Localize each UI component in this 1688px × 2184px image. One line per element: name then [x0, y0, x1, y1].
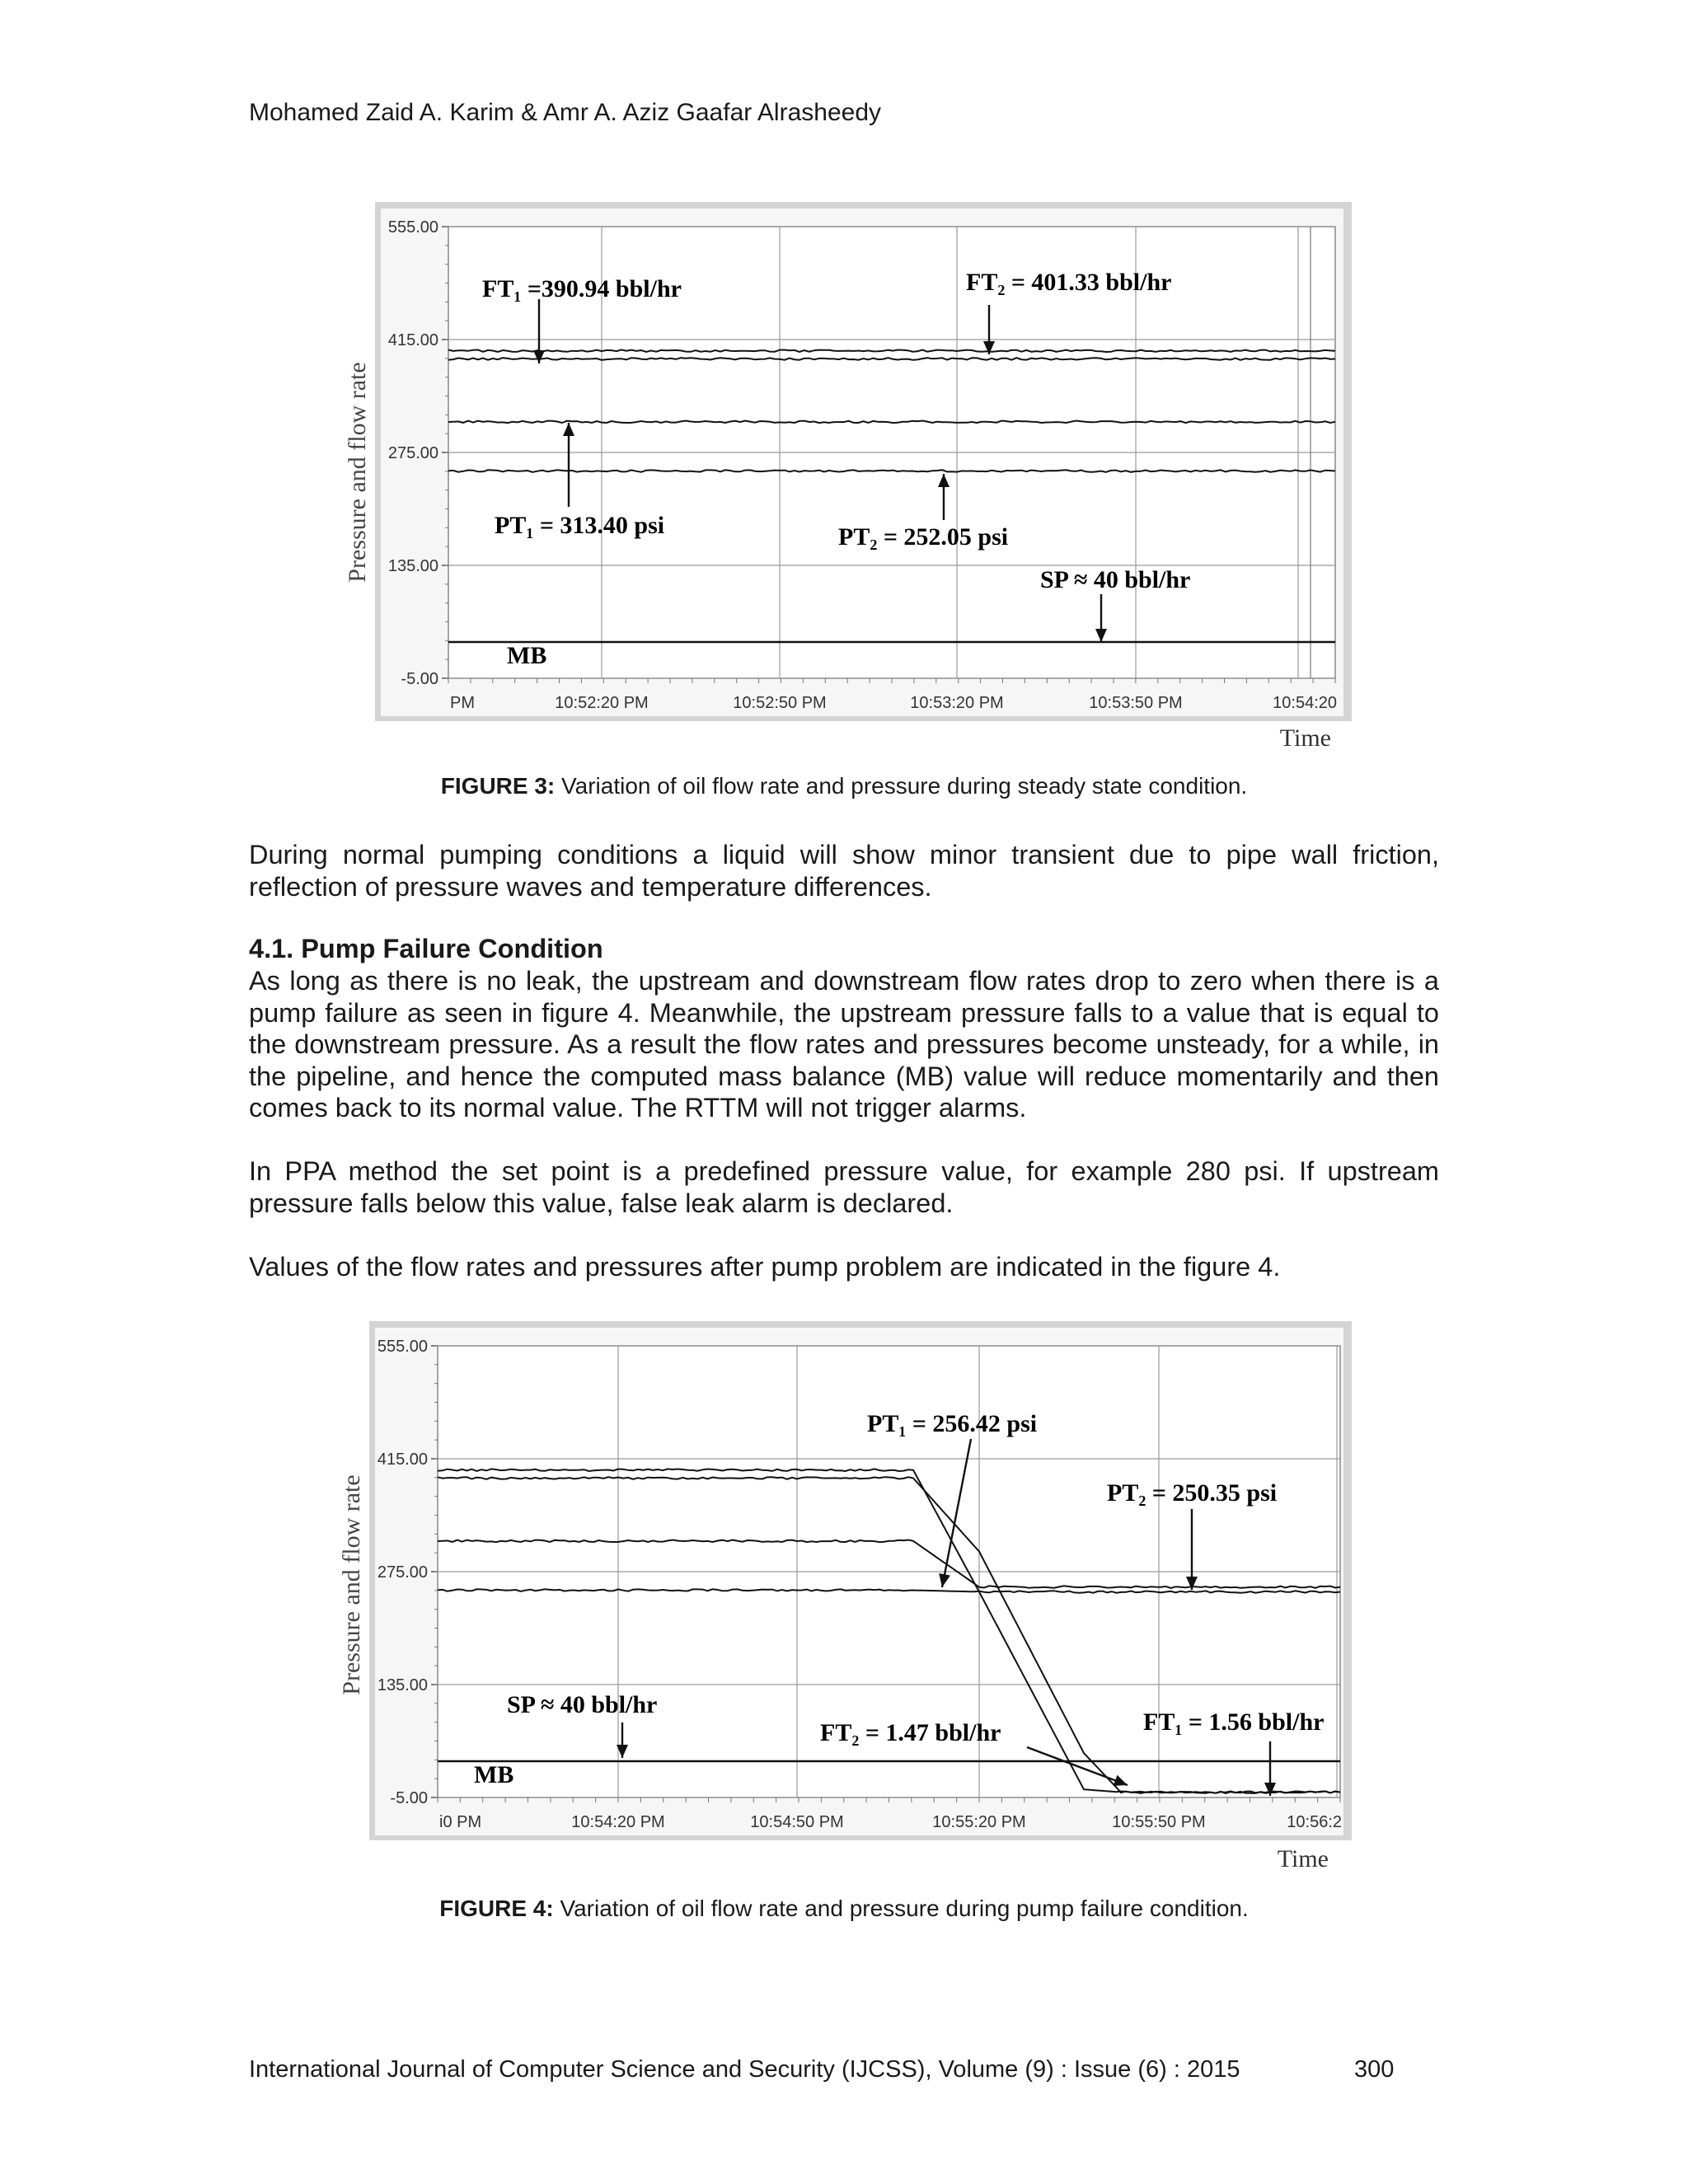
y-tick-label: 135.00: [387, 557, 438, 575]
paragraph-4: Values of the flow rates and pressures after pump problem are indicated in the figure 4.: [249, 1252, 1281, 1282]
y-tick-label: 555.00: [387, 218, 438, 237]
annotation-ft1: FT₁ =390.94 bbl/hr: [482, 275, 682, 302]
paragraph-3: In PPA method the set point is a predefined pressure value, for example 280 psi. If upstream pressure falls below this value, false leak alarm is declared.: [249, 1156, 1439, 1218]
x-tick-label: 10:55:20 PM: [932, 1813, 1026, 1831]
x-tick-label: 10:55:50 PM: [1112, 1813, 1206, 1831]
x-tick-label: 10:53:50 PM: [1089, 694, 1183, 712]
figure-3-caption-text: Variation of oil flow rate and pressure during steady state condition.: [555, 773, 1248, 799]
annotation-pt2: PT₂ = 250.35 psi: [1107, 1479, 1278, 1507]
x-tick-label: 10:54:20: [1273, 694, 1337, 712]
annotation-sp: SP ≈ 40 bbl/hr: [1040, 566, 1191, 593]
x-tick-label: i0 PM: [439, 1813, 482, 1831]
annotation-ft2: FT₂ = 401.33 bbl/hr: [966, 269, 1172, 296]
figure-4-chart: [338, 1321, 1364, 1882]
x-axis-label: Time: [1277, 1845, 1329, 1872]
footer-journal: International Journal of Computer Science and Security (IJCSS), Volume (9) : Issue (6) : 2015: [249, 2056, 1240, 2083]
x-tick-label: 10:52:50 PM: [733, 694, 827, 712]
paragraph-1: During normal pumping conditions a liquid will show minor transient due to pipe wall friction, reflection of pressure waves and temperature differences.: [249, 840, 1439, 902]
y-tick-label: 415.00: [387, 331, 438, 349]
y-tick-label: 275.00: [387, 444, 438, 462]
y-axis-label: Pressure and flow rate: [338, 1474, 365, 1695]
figure-4-caption-label: FIGURE 4:: [439, 1896, 554, 1921]
annotation-pt1: PT₁ = 256.42 psi: [867, 1410, 1038, 1437]
paragraph-2: As long as there is no leak, the upstream and downstream flow rates drop to zero when there is a pump failure as seen in figure 4. Meanwhile, the upstream pressure falls to a value that is equal to the downstream pressure. As a result the flow rates and pressures become unsteady, for a while, in the pipeline, and hence the computed mass balance (MB) value will reduce momentarily and then comes back to its normal value. The RTTM will not trigger alarms.: [249, 966, 1439, 1122]
figure-4: [338, 1321, 1364, 1882]
x-tick-label: 10:54:20 PM: [571, 1813, 665, 1831]
annotation-pt2: PT₂ = 252.05 psi: [838, 523, 1009, 551]
y-axis-label: Pressure and flow rate: [344, 362, 371, 583]
y-tick-label: -5.00: [401, 670, 438, 688]
annotation-mb: MB: [474, 1761, 514, 1788]
running-header: Mohamed Zaid A. Karim & Amr A. Aziz Gaafar Alrasheedy: [249, 99, 882, 126]
x-axis-label: Time: [1279, 724, 1331, 752]
page-number: 300: [1354, 2056, 1395, 2083]
figure-4-caption-text: Variation of oil flow rate and pressure during pump failure condition.: [553, 1896, 1249, 1921]
x-tick-label: PM: [450, 694, 475, 712]
x-tick-label: 10:53:20 PM: [910, 694, 1004, 712]
figure-3-caption: [0, 773, 1688, 799]
figure-3-chart: [338, 202, 1364, 762]
annotation-ft2: FT₂ = 1.47 bbl/hr: [820, 1719, 1001, 1746]
figure-3: [338, 202, 1364, 762]
x-tick-label: 10:54:50 PM: [750, 1813, 844, 1831]
section-title: 4.1. Pump Failure Condition: [249, 934, 603, 963]
annotation-pt1: PT₁ = 313.40 psi: [495, 512, 665, 539]
y-tick-label: 415.00: [377, 1451, 428, 1469]
figure-4-caption: [0, 1896, 1688, 1922]
y-tick-label: 555.00: [377, 1338, 428, 1356]
x-tick-label: 10:52:20 PM: [555, 694, 649, 712]
annotation-ft1: FT₁ = 1.56 bbl/hr: [1143, 1708, 1325, 1736]
annotation-mb: MB: [507, 642, 547, 669]
y-tick-label: 135.00: [377, 1676, 428, 1694]
x-tick-label: 10:56:2: [1287, 1813, 1342, 1831]
y-tick-label: -5.00: [390, 1789, 428, 1807]
figure-3-caption-label: FIGURE 3:: [440, 773, 556, 799]
y-tick-label: 275.00: [377, 1563, 428, 1582]
annotation-sp: SP ≈ 40 bbl/hr: [507, 1691, 658, 1718]
